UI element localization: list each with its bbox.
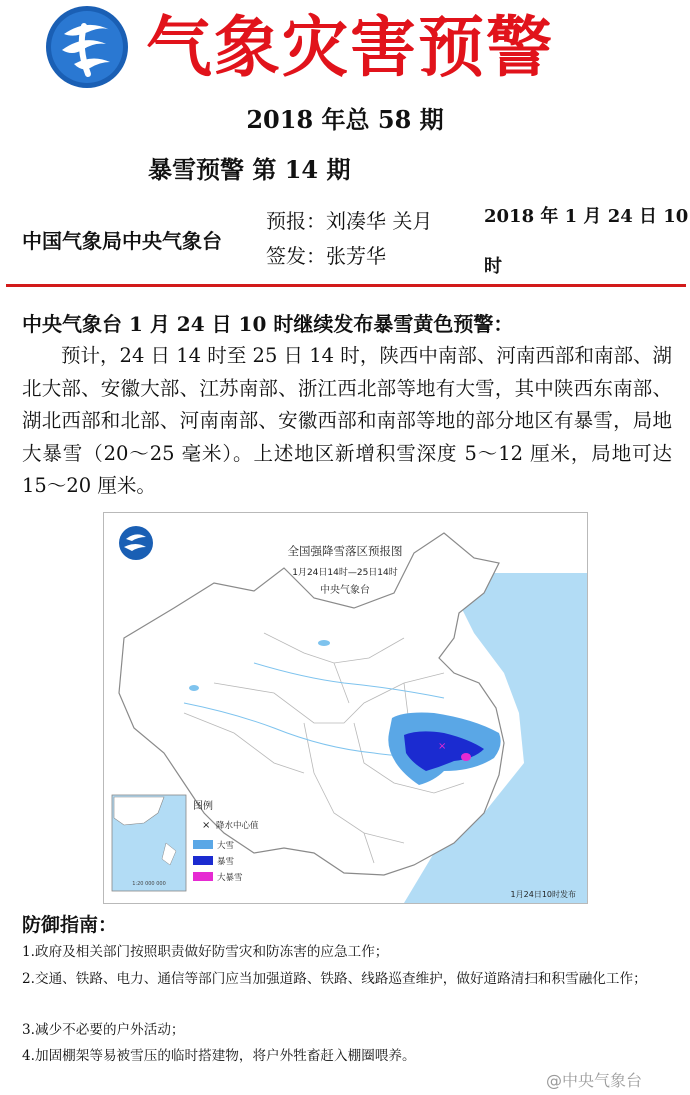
legend-symbol-center: × [202, 820, 211, 831]
lake [318, 640, 330, 646]
inset-scale: 1:20 000 000 [132, 881, 166, 887]
issue-number: 2018 年总 58 期 [246, 105, 444, 134]
legend-label-center: 降水中心值 [216, 821, 259, 831]
legend-title: 图例 [193, 801, 213, 812]
snowfall-forecast-map [103, 512, 588, 904]
issue-date: 2018 年 1 月 24 日 10 [484, 206, 689, 227]
warning-series-number: 暴雪预警 第 14 期 [148, 155, 351, 184]
bulletin-headline: 中央气象台 1 月 24 日 10 时继续发布暴雪黄色预警： [22, 312, 514, 336]
guide-item: 4.加固棚架等易被雪压的临时搭建物，将户外牲畜赶入棚圈喂养。 [22, 1048, 416, 1064]
guide-item: 3.减少不必要的户外活动； [22, 1022, 185, 1038]
precip-center-marker: × [438, 741, 447, 752]
cma-logo-icon [44, 4, 130, 90]
bulletin-body: 预计，24 日 14 时至 25 日 14 时，陕西中南部、河南西部和南部、湖北大部、安徽大部、江苏南部、浙江西北部等地有大雪，其中陕西东南部、湖北西部和北部、河南南部、安徽西部和南部等地的部分地区有暴雪，局地大暴雪（20～25 毫米）。上述地区新增积雪深度 5～12 厘米，局地可达 15～20 厘米。 [22, 344, 672, 498]
guide-item: 2.交通、铁路、电力、通信等部门应当加强道路、铁路、线路巡查维护，做好道路清扫和积雪融化工作； [22, 971, 647, 987]
issue-date-continued: 时 [484, 256, 502, 277]
map-title: 全国强降雪落区预报图 [287, 544, 403, 558]
extreme-blizzard-area [461, 753, 471, 761]
organization-name: 中国气象局中央气象台 [22, 229, 222, 253]
lake [189, 685, 199, 691]
guide-heading: 防御指南： [22, 914, 118, 936]
legend-label-extreme: 大暴雪 [217, 873, 243, 883]
legend-swatch-heavy [193, 840, 213, 849]
legend-swatch-blizzard [193, 856, 213, 865]
legend-label-blizzard: 暴雪 [217, 857, 235, 867]
legend-swatch-extreme [193, 872, 213, 881]
signer-line: 签发：张芳华 [266, 244, 386, 268]
south-china-sea-inset [112, 795, 186, 891]
page-title: 气象灾害预警 [146, 8, 554, 86]
map-period: 1月24日14时—25日14时 [292, 568, 398, 578]
forecaster-line: 预报：刘凑华 关月 [266, 209, 433, 233]
map-logo-icon [119, 526, 153, 560]
map-release-note: 1月24日10时发布 [510, 890, 576, 899]
guide-item: 1.政府及相关部门按照职责做好防雪灾和防冻害的应急工作； [22, 944, 389, 960]
weibo-watermark: @中央气象台 [546, 1071, 643, 1090]
header-divider [6, 284, 686, 287]
map-issuer: 中央气象台 [320, 585, 370, 596]
legend-label-heavy: 大雪 [217, 841, 235, 851]
